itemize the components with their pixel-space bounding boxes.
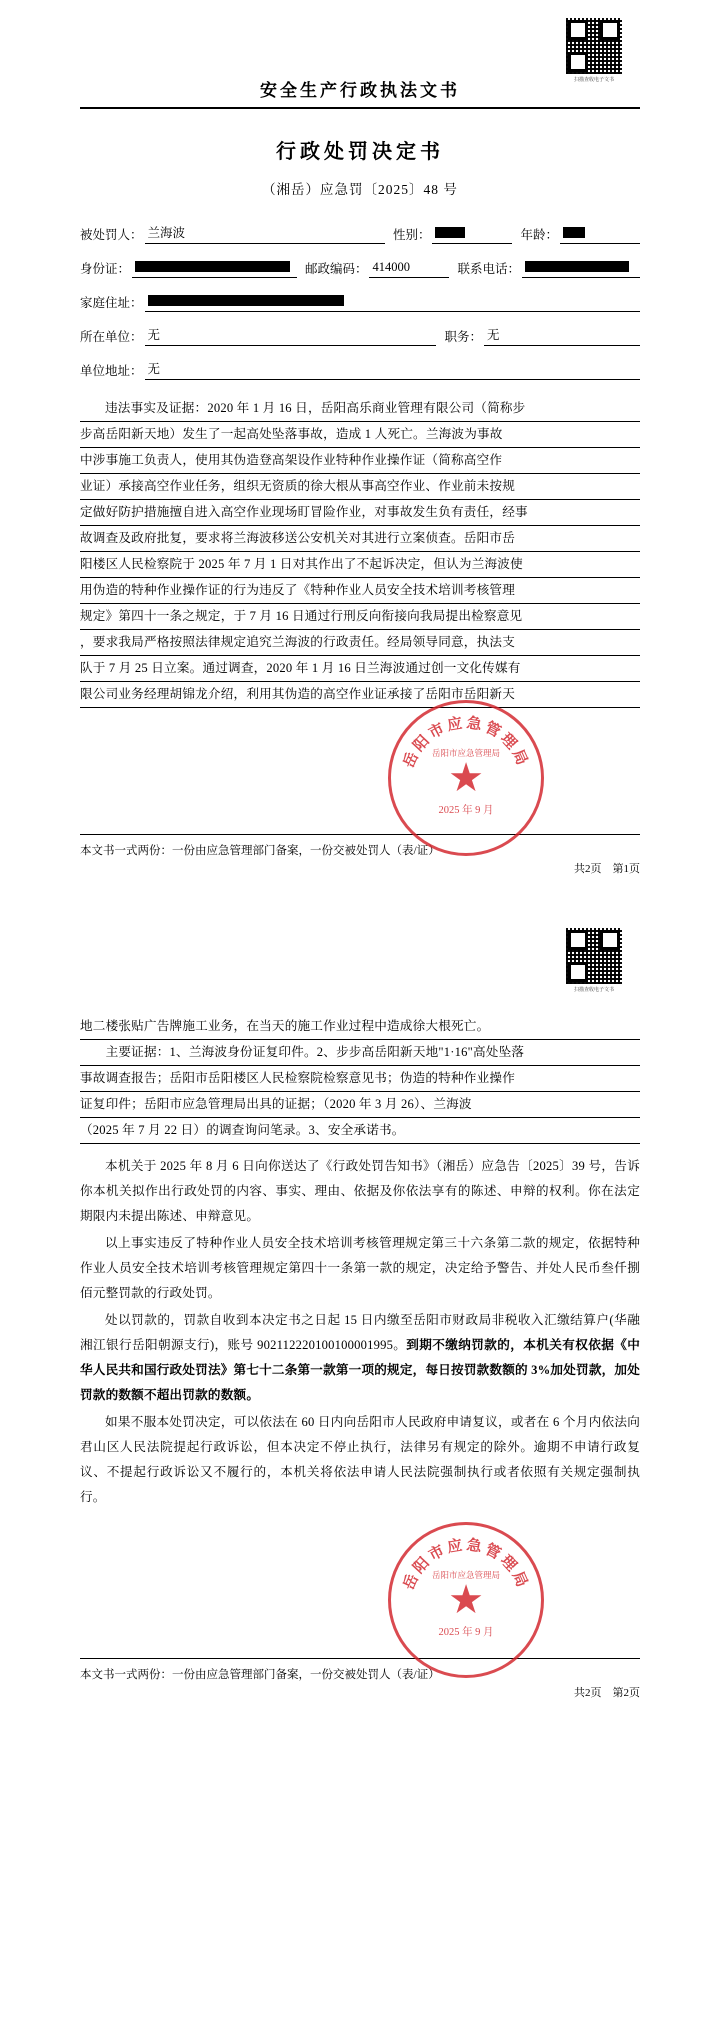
paragraph-decision: 以上事实违反了特种作业人员安全技术培训考核管理规定第三十六条第二款的规定，依据特种作业人员安全技术培训考核管理规定第四十一条第一款的规定，决定给予警告、并处人民币叁仟捌佰元整罚款的行政处罚。 (80, 1236, 640, 1300)
page-title: 行政处罚决定书 (276, 141, 444, 163)
page-number: 共2页 第1页 (574, 863, 640, 875)
page-footer-1-number (80, 858, 640, 876)
document-page-2 (0, 910, 720, 1700)
body-line: 地二楼张贴广告牌施工业务，在当天的施工作业过程中造成徐大根死亡。 (80, 1014, 640, 1040)
page1-body (80, 396, 640, 708)
document-page-1 (0, 0, 720, 876)
header-divider (80, 107, 640, 109)
field-row-home-address (80, 292, 640, 312)
page-gap (0, 876, 720, 910)
qr-code-block[interactable] (558, 16, 630, 84)
page-footer-2 (80, 1659, 640, 1682)
position-value[interactable]: 无 (484, 326, 640, 346)
body-line: 事故调查报告；岳阳市岳阳楼区人民检察院检察意见书；伪造的特种作业操作 (80, 1066, 640, 1092)
official-seal (388, 700, 544, 856)
qr-code-caption: 扫描查收电子文书 (573, 77, 614, 83)
page-number: 共2页 第2页 (574, 1687, 640, 1699)
body-line: 阳楼区人民检察院于 2025 年 7 月 1 日对其作出了不起诉决定，但认为兰海波使 (80, 552, 640, 578)
document-header-title: 安全生产行政执法文书 (260, 81, 460, 100)
field-row-id (80, 258, 640, 278)
signature-area-1 (80, 708, 640, 828)
footer-note: 本文书一式两份：一份由应急管理部门备案，一份交被处罚人（表/证） (80, 1669, 440, 1681)
body-line: 用伪造的特种作业操作证的行为违反了《特种作业人员安全技术培训考核管理 (80, 578, 640, 604)
body-line: 证复印件；岳阳市应急管理局出具的证据；（2020 年 3 月 26）、兰海波 (80, 1092, 640, 1118)
body-line: 主要证据：1、兰海波身份证复印件。2、步步高岳阳新天地"1·16"高处坠落 (80, 1040, 640, 1066)
redaction-bar (525, 261, 629, 272)
seal-subtitle: 岳阳市应急管理局 (431, 748, 500, 758)
unit-address-value[interactable]: 无 (145, 360, 640, 380)
body-line: 定做好防护措施擅自进入高空作业现场盯冒险作业，对事故发生负有责任，经事 (80, 500, 640, 526)
body-line: 业证）承接高空作业任务，组织无资质的徐大根从事高空作业、作业前未按规 (80, 474, 640, 500)
qr-code-icon[interactable] (564, 16, 624, 76)
paragraph-payment: 处以罚款的，罚款自收到本决定书之日起 15 日内缴至岳阳市财政局非税收入汇缴结算户(华融湘江银行岳阳朝源支行)，账号 902112220100100001995。到期不缴纳罚款的，本机关有权依据《中华人民共和国行政处罚法》第七十二条第一款第一项的规定，每日按罚款数额的 3%加处罚款，加处罚款的数额不超出罚款的数额。 (80, 1313, 640, 1402)
position-label: 职务： (444, 330, 482, 344)
redaction-bar (148, 295, 344, 306)
home-address-label: 家庭住址： (80, 296, 143, 310)
phone-label: 联系电话： (457, 262, 520, 276)
gender-label: 性别： (392, 228, 431, 242)
body-line: 违法事实及证据：2020 年 1 月 16 日，岳阳高乐商业管理有限公司（简称步 (80, 396, 640, 422)
redaction-bar (563, 227, 585, 238)
gender-value[interactable] (432, 224, 512, 244)
workplace-label: 所在单位： (80, 330, 143, 344)
unit-address-label: 单位地址： (80, 364, 143, 378)
page-footer-2-number (80, 1682, 640, 1700)
body-line: 限公司业务经理胡锦龙介绍，利用其伪造的高空作业证承接了岳阳市岳阳新天 (80, 682, 640, 708)
phone-value[interactable] (522, 258, 640, 278)
redaction-bar (435, 227, 465, 238)
age-value[interactable] (560, 224, 640, 244)
id-label: 身份证： (80, 262, 131, 276)
punished-person-label: 被处罚人： (80, 228, 143, 242)
body-line: 队于 7 月 25 日立案。通过调查，2020 年 1 月 16 日兰海波通过创一文化传媒有 (80, 656, 640, 682)
signature-area-2 (80, 1512, 640, 1652)
seal-star-icon: ★ (448, 755, 484, 800)
seal-date: 2025 年 9 月 (438, 805, 494, 816)
redaction-bar (135, 261, 290, 272)
seal-star-icon: ★ (448, 1577, 484, 1622)
body-line: ，要求我局严格按照法律规定追究兰海波的行政责任。经局领导同意，执法支 (80, 630, 640, 656)
id-value[interactable] (132, 258, 297, 278)
paragraph-appeal: 如果不服本处罚决定，可以依法在 60 日内向岳阳市人民政府申请复议，或者在 6 个月内依法向君山区人民法院提起行政诉讼，但本决定不停止执行，法律另有规定的除外。逾期不申请行政复议、不提起行政诉讼又不履行的，本机关将依法申请人民法院强制执行或者依照有关规定强制执行。 (80, 1415, 640, 1504)
postcode-value[interactable]: 414000 (369, 258, 449, 278)
body-line: 中涉事施工负责人，使用其伪造登高架设作业特种作业操作证（简称高空作 (80, 448, 640, 474)
body-line: 故调查及政府批复，要求将兰海波移送公安机关对其进行立案侦查。岳阳市岳 (80, 526, 640, 552)
qr-code-block-2[interactable] (558, 926, 630, 994)
paragraph-notice: 本机关于 2025 年 8 月 6 日向你送达了《行政处罚告知书》（湘岳）应急告〔2025〕39 号，告诉你本机关拟作出行政处罚的内容、事实、理由、依据及你依法享有的陈述、申辩的权利。你在法定期限内未提出陈述、申辩意见。 (80, 1159, 640, 1223)
qr-code-icon[interactable] (564, 926, 624, 986)
age-label: 年龄： (520, 228, 558, 242)
body-line: （2025 年 7 月 22 日）的调查询问笔录。3、安全承诺书。 (80, 1118, 640, 1144)
field-row-unit-address (80, 360, 640, 380)
punished-person-value[interactable]: 兰海波 (145, 224, 385, 244)
body-line: 规定》第四十一条之规定，于 7 月 16 日通过行刑反向衔接向我局提出检察意见 (80, 604, 640, 630)
qr-code-caption: 扫描查收电子文书 (573, 987, 614, 993)
field-row-punished-person (80, 224, 640, 244)
field-row-workplace (80, 326, 640, 346)
page-footer-1 (80, 835, 640, 858)
seal-date: 2025 年 9 月 (438, 1627, 494, 1638)
postcode-label: 邮政编码： (304, 262, 368, 276)
svg-text:岳阳市应急管理局: 岳阳市应急管理局 (401, 1537, 531, 1593)
home-address-value[interactable] (145, 292, 640, 312)
svg-text:岳阳市应急管理局: 岳阳市应急管理局 (401, 715, 531, 771)
workplace-value[interactable]: 无 (145, 326, 437, 346)
seal-subtitle: 岳阳市应急管理局 (431, 1570, 500, 1580)
body-line: 步高岳阳新天地）发生了一起高处坠落事故，造成 1 人死亡。兰海波为事故 (80, 422, 640, 448)
document-number: （湘岳）应急罚〔2025〕48 号 (262, 182, 458, 197)
official-seal (388, 1522, 544, 1678)
footer-note: 本文书一式两份：一份由应急管理部门备案，一份交被处罚人（表/证） (80, 845, 440, 857)
page2-body (80, 1014, 640, 1144)
